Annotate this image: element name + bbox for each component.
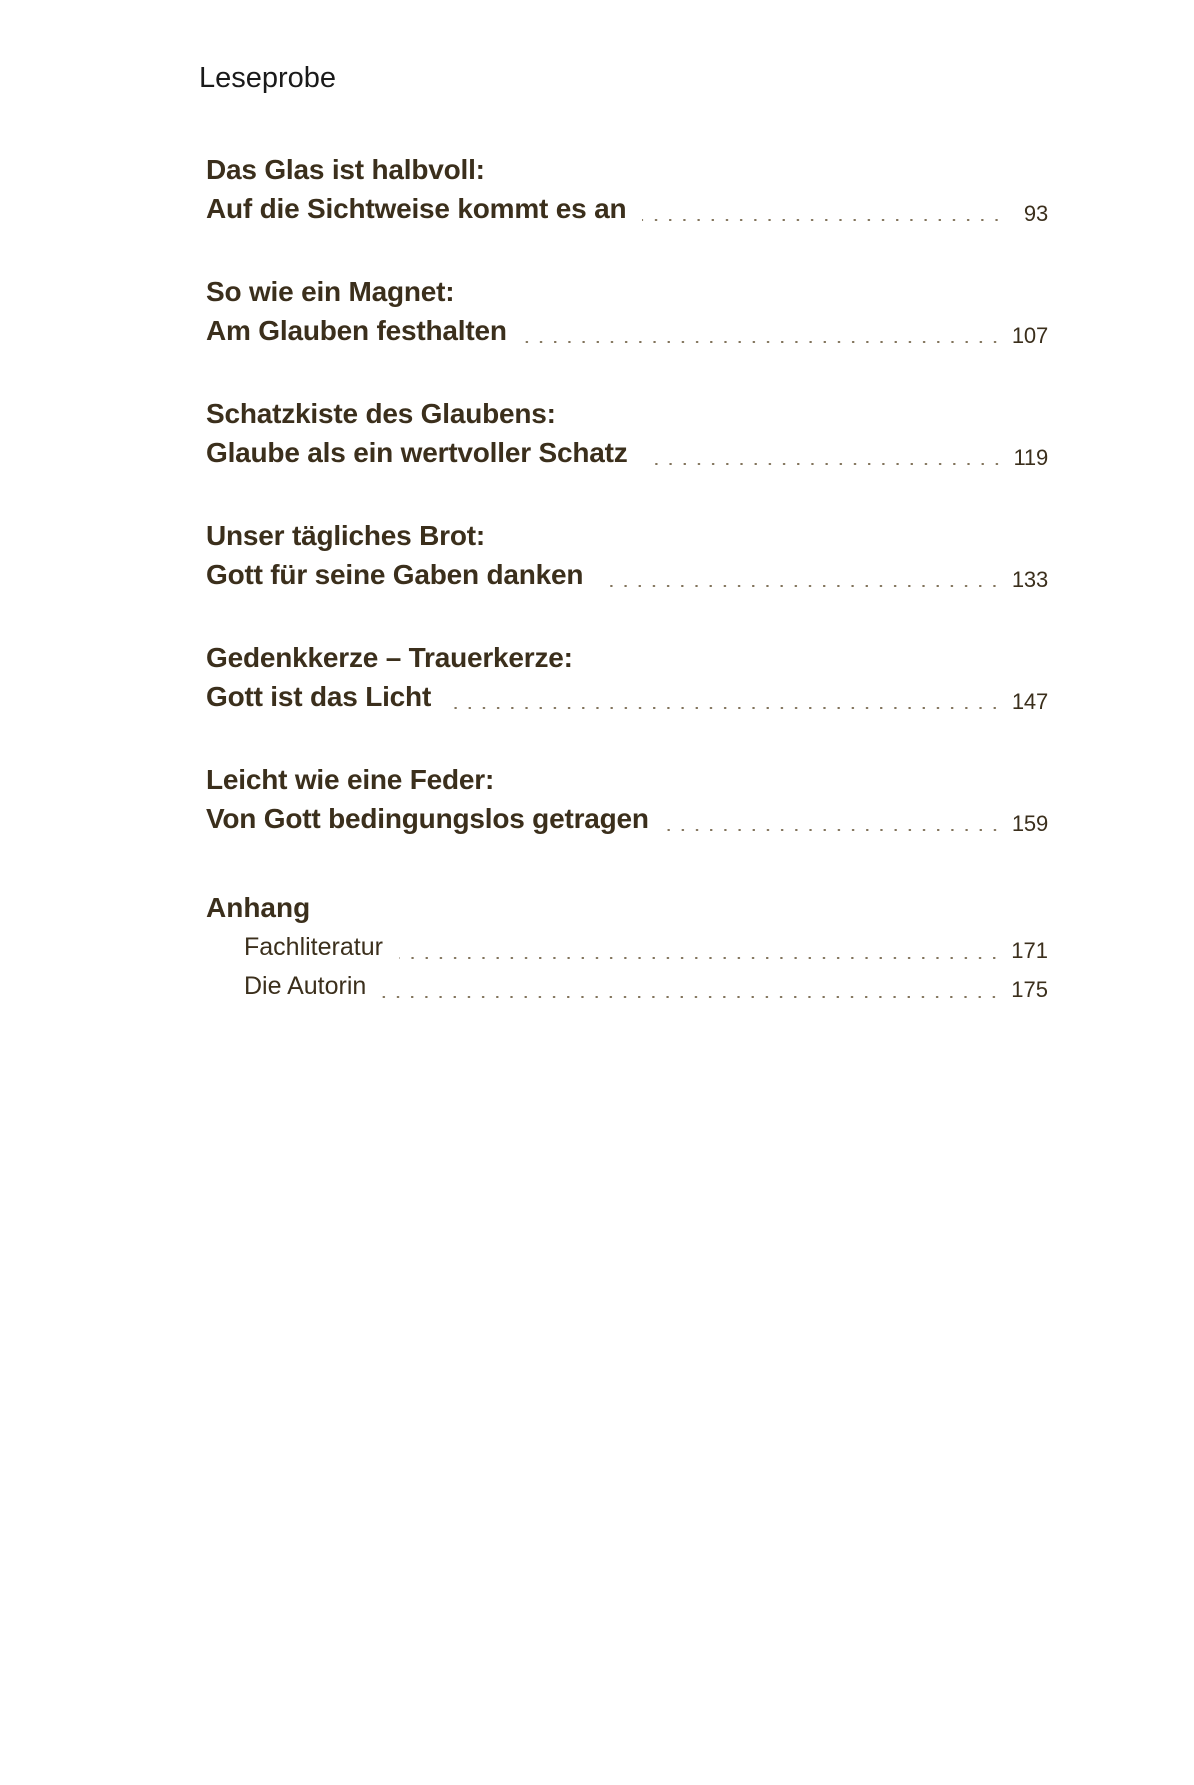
dot-leader	[644, 463, 1004, 465]
toc-entry-subtitle: Auf die Sichtweise kommt es an	[206, 193, 627, 224]
toc-entry[interactable]	[206, 272, 1048, 352]
dot-leader	[642, 219, 1004, 221]
toc-entry-heading: Gedenkkerze – Trauerkerze:	[206, 642, 573, 673]
toc-page-number: 133	[1011, 567, 1048, 592]
dot-leader	[382, 996, 1001, 998]
toc-entry[interactable]	[206, 516, 1048, 596]
toc-entry-line	[206, 677, 1048, 718]
dot-leader	[447, 707, 1002, 709]
toc-entry[interactable]	[206, 150, 1048, 230]
toc-entry-subtitle: Gott ist das Licht	[206, 681, 432, 712]
toc-entry[interactable]	[206, 760, 1048, 840]
appendix-heading: Anhang	[206, 892, 311, 923]
toc-entry-line	[206, 799, 1048, 840]
dot-leader	[523, 341, 1002, 343]
toc-entry[interactable]	[206, 394, 1048, 474]
toc-entry-line	[206, 555, 1048, 596]
toc-page-number: 159	[1011, 811, 1048, 836]
toc-entry-subtitle: Am Glauben festhalten	[206, 315, 507, 346]
page-header: Leseprobe	[199, 62, 337, 94]
toc-entry-line	[206, 433, 1048, 474]
toc-entry-subtitle: Gott für seine Gaben danken	[206, 559, 584, 590]
toc-entry-heading: So wie ein Magnet:	[206, 276, 455, 307]
toc-entry[interactable]	[206, 638, 1048, 718]
toc-entry-line	[206, 189, 1048, 230]
toc-entry-subtitle: Glaube als ein wertvoller Schatz	[206, 437, 628, 468]
dot-leader	[599, 585, 1002, 587]
appendix-item-label: Fachliteratur	[244, 933, 383, 961]
appendix-item[interactable]	[244, 967, 1048, 1006]
toc-entry-heading: Unser tägliches Brot:	[206, 520, 485, 551]
toc-entry-line	[206, 311, 1048, 352]
dot-leader	[665, 829, 1002, 831]
toc-page-number: 119	[1013, 445, 1048, 470]
appendix-page-number: 171	[1011, 938, 1048, 963]
appendix-section	[206, 888, 1048, 1006]
toc-page-number: 147	[1011, 689, 1048, 714]
appendix-page-number: 175	[1011, 977, 1048, 1002]
toc-entry-heading: Schatzkiste des Glaubens:	[206, 398, 556, 429]
dot-leader	[399, 957, 1001, 959]
toc-entry-subtitle: Von Gott bedingungslos getragen	[206, 803, 649, 834]
toc-page-number: 93	[1023, 201, 1048, 226]
toc-page-number: 107	[1011, 323, 1048, 348]
appendix-item-label: Die Autorin	[244, 972, 367, 1000]
toc-entry-heading: Das Glas ist halbvoll:	[206, 154, 485, 185]
toc-entry-heading: Leicht wie eine Feder:	[206, 764, 495, 795]
appendix-item[interactable]	[244, 928, 1048, 967]
table-of-contents	[206, 150, 1048, 882]
